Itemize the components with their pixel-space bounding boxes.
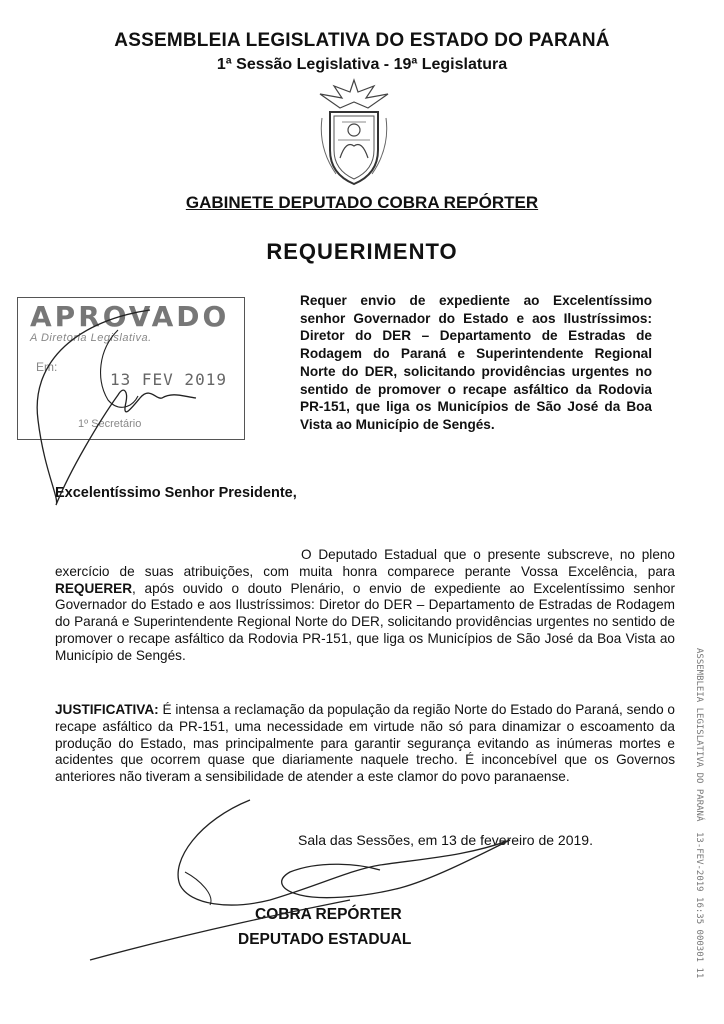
request-paragraph-text-2: , após ouvido o douto Plenário, o envio de expediente ao Excelentíssimo senhor Governador do Estado e aos Ilustríssimos: Diretor do DER – Departamento de Estradas de Rodagem do Paraná e Superintendente Regional Norte do DER, solicitando providências urgentes no sentido de promover o recape asfáltico da Rodovia PR-151, que liga os Municípios de São José da Boa Vista ao Município de Sengés. [55,580,675,663]
signatory-name: COBRA REPÓRTER [255,906,402,923]
stamp-date: 13 FEV 2019 [110,370,227,389]
protocol-stamp-line-1: ASSEMBLEIA LEGISLATIVA DO PARANÁ [694,648,704,822]
office-heading: GABINETE DEPUTADO COBRA REPÓRTER [185,193,539,212]
session-subtitle: 1ª Sessão Legislativa - 19ª Legislatura [216,56,508,73]
salutation: Excelentíssimo Senhor Presidente, [55,485,297,501]
stamp-date-label: Em: [36,360,58,374]
stamp-secretary: 1º Secretário [78,418,142,430]
protocol-stamp-line-2: 13-FEV-2019 16:35 000301 11 [694,832,704,979]
request-keyword: REQUERER [55,580,133,596]
justification-label: JUSTIFICATIVA: [55,702,159,717]
approval-stamp [17,297,245,440]
justification-paragraph [55,702,675,786]
stamp-subtitle: A Diretoria Legislativa. [30,332,152,344]
closing-place-date: Sala das Sessões, em 13 de fevereiro de 2019. [298,832,593,848]
document-type-heading: REQUERIMENTO [266,239,458,264]
request-paragraph [55,547,675,665]
request-summary: Requer envio de expediente ao Excelentíssimo senhor Governador do Estado e aos Ilustríssimos: Diretor do DER – Departamento de Estradas de Rodagem do Paraná e Superintendente Regional Norte do DER, solicitando providências urgentes no sentido de promover o recape asfáltico da Rodovia PR-151, que liga os Municípios de São José da Boa Vista ao Município de Sengés. [300,293,652,432]
state-coat-of-arms-icon [312,78,396,188]
assembly-title: ASSEMBLEIA LEGISLATIVA DO ESTADO DO PARANÁ [114,30,610,51]
justification-text: É intensa a reclamação da população da região Norte do Estado do Paraná, sendo o recape asfáltico da PR-151, uma necessidade em virtude não só para dinamizar o escoamento da produção do Estado, mas principalmente para garantir segurança evitando as inúmeras mortes e acidentes que ocorrem quase que diariamente naquele trecho. É inconcebível que os Governos anteriores não tiveram a sensibilidade de atender a este clamor do povo paranaense. [55,702,675,785]
signatory-role: DEPUTADO ESTADUAL [238,931,412,948]
request-paragraph-text-1: O Deputado Estadual que o presente subscreve, no pleno exercício de suas atribuições, com muita honra comparece perante Vossa Excelência, para [55,547,675,579]
stamp-title: APROVADO [30,300,230,333]
deputy-signature-flourish [185,872,211,905]
